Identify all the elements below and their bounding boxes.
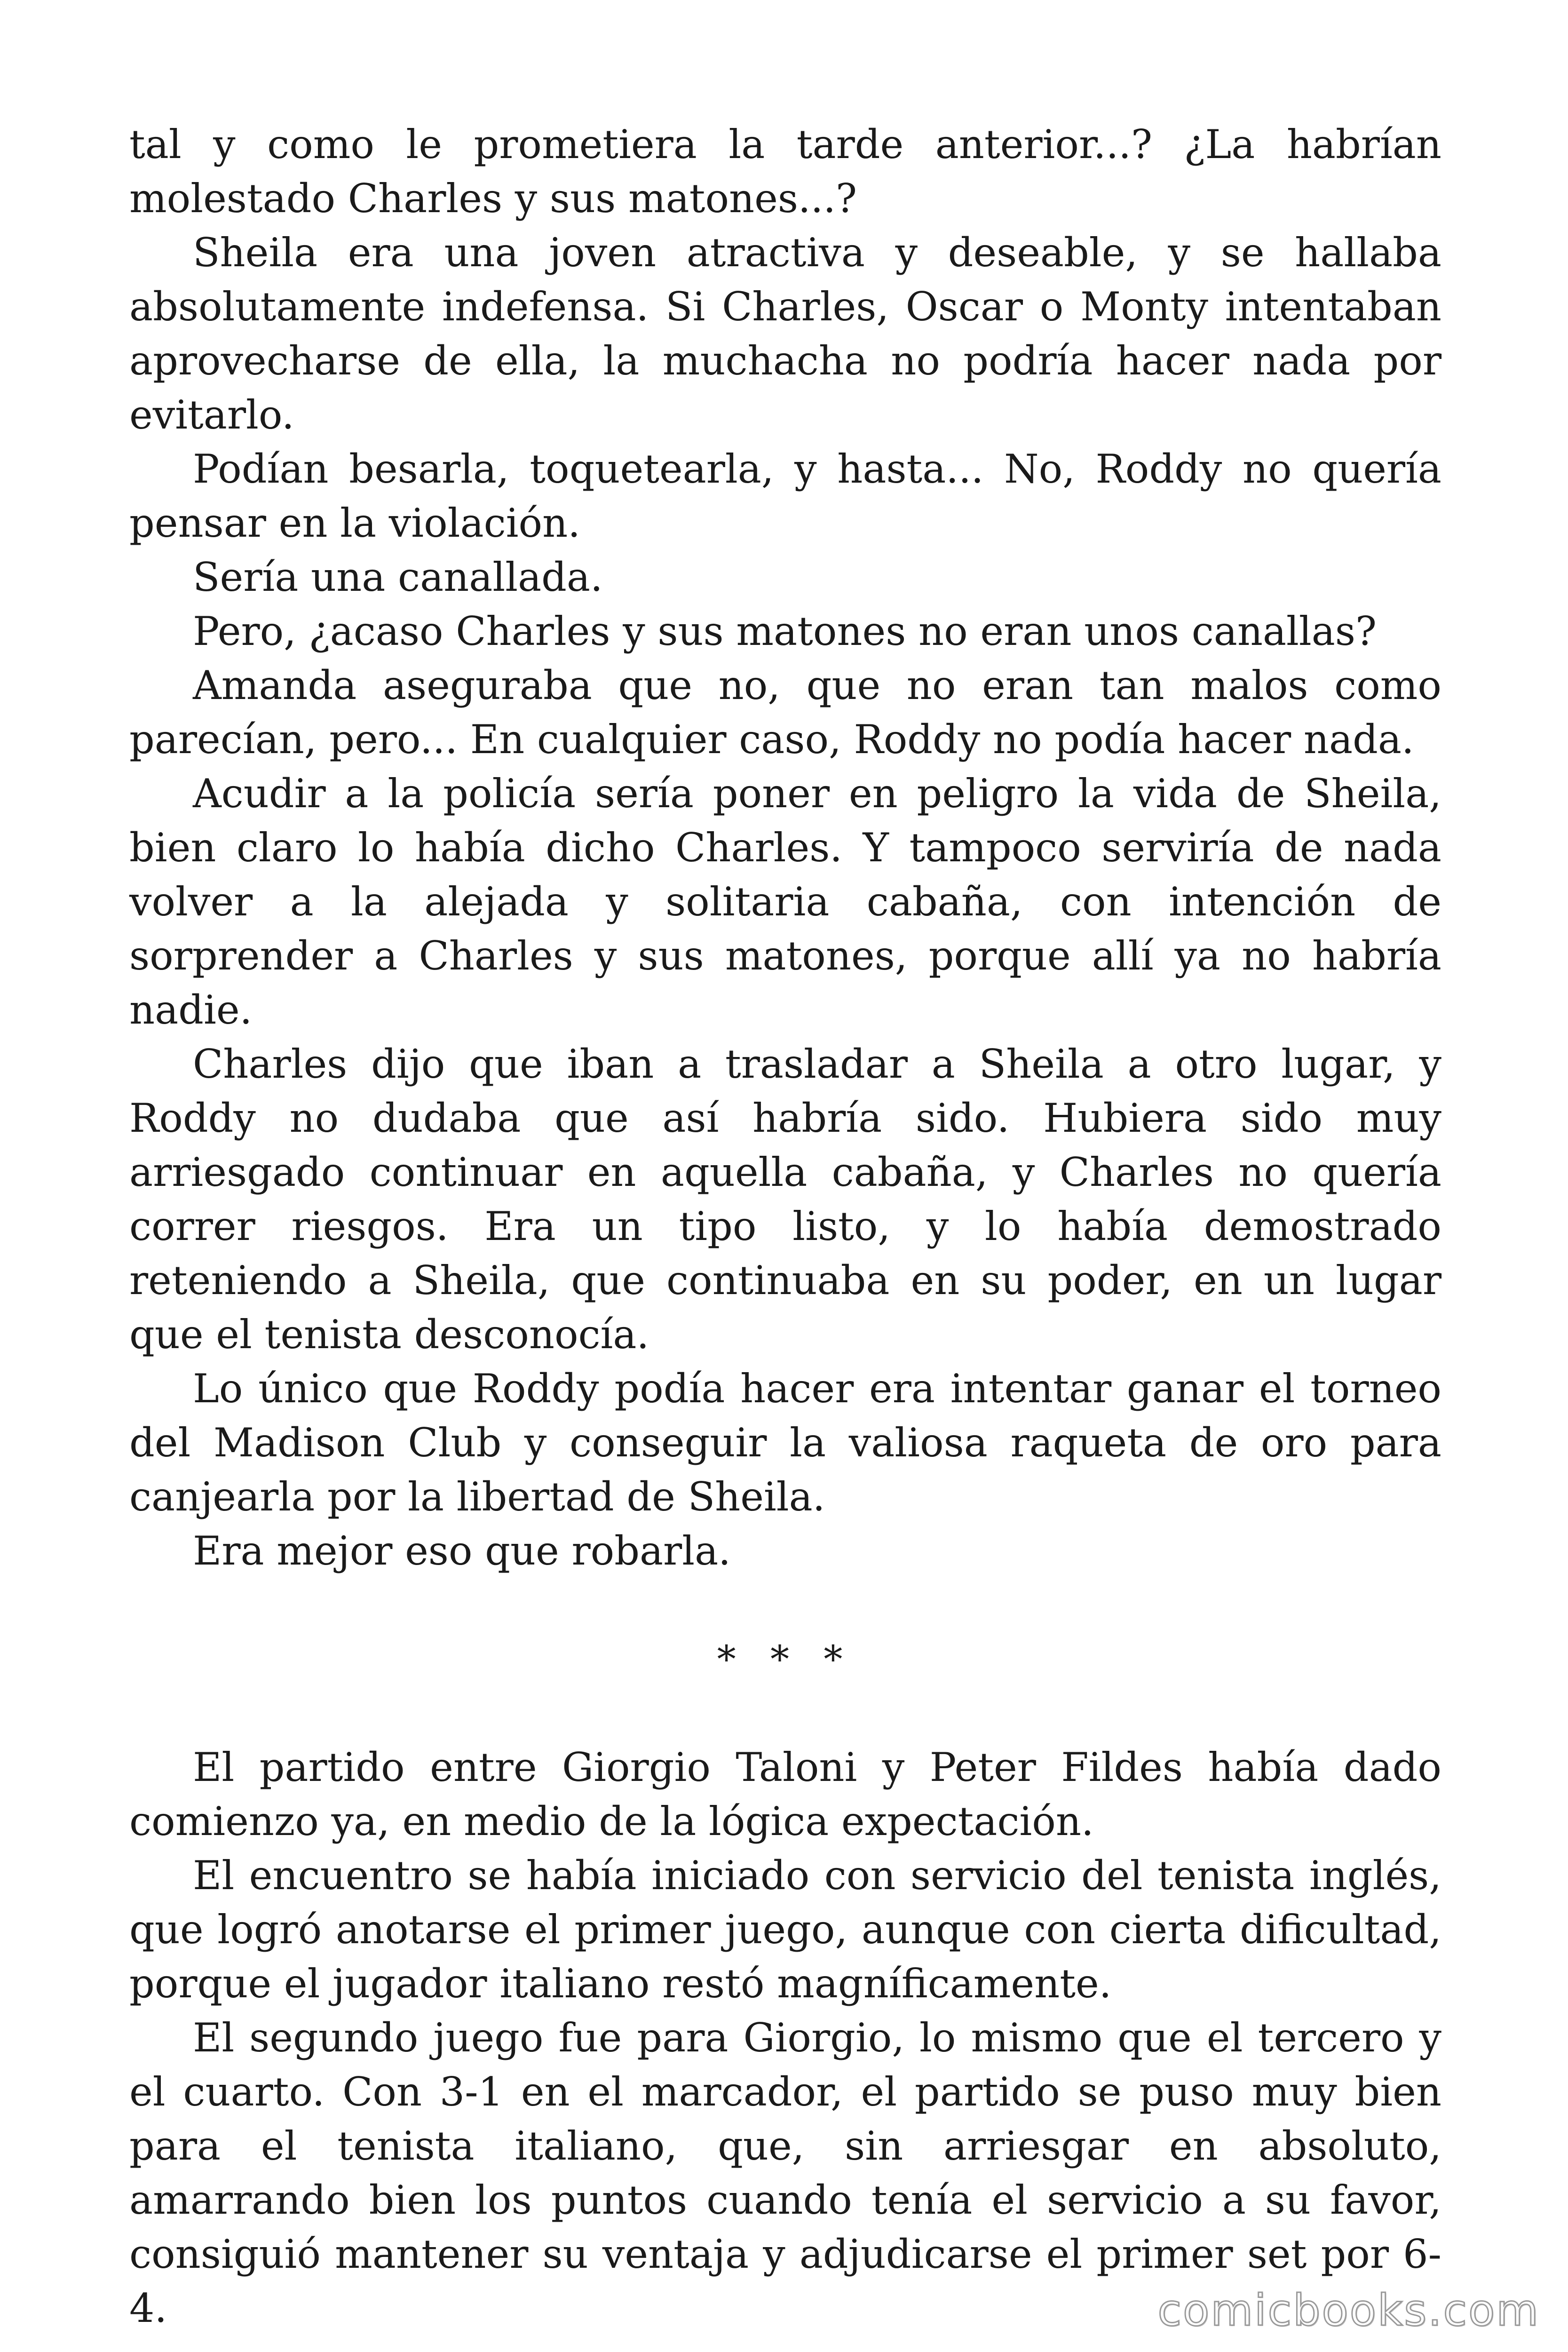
watermark: comicbooks.com (1157, 2285, 1540, 2336)
paragraph: tal y como le prometiera la tarde anterior...? ¿La habrían molestado Charles y sus matones...? (129, 121, 1441, 222)
paragraph: Pero, ¿acaso Charles y sus matones no eran unos canallas? (193, 608, 1377, 654)
paragraph: Sheila era una joven atractiva y deseable, y se hallaba absolutamente indefensa. Si Charles, Oscar o Monty intentaban aprovecharse de ella, la muchacha no podría hacer nada por evitarlo. (129, 230, 1441, 438)
paragraph: Acudir a la policía sería poner en peligro la vida de Sheila, bien claro lo había dicho Charles. Y tampoco serviría de nada volver a la alejada y solitaria cabaña, con intención de sorprender a Charles y sus matones, porque allí ya no habría nadie. (129, 771, 1441, 1033)
paragraph: El segundo juego fue para Giorgio, lo mismo que el tercero y el cuarto. Con 3-1 en el marcador, el partido se puso muy bien para el tenista italiano, que, sin arriesgar en absoluto, amarrando bien los puntos cuando tenía el servicio a su favor, consiguió mantener su ventaja y adjudicarse el primer set por 6-4. (129, 2015, 1441, 2331)
paragraph: Sería una canallada. (193, 554, 603, 600)
book-page (129, 118, 1441, 2336)
scene-separator: * * * (717, 1637, 854, 1681)
paragraph: Charles dijo que iban a trasladar a Sheila a otro lugar, y Roddy no dudaba que así habría sido. Hubiera sido muy arriesgado continuar en aquella cabaña, y Charles no quería correr riesgos. Era un tipo listo, y lo había demostrado reteniendo a Sheila, que continuaba en su poder, en un lugar que el tenista desconocía. (129, 1041, 1441, 1358)
paragraph: Lo único que Roddy podía hacer era intentar ganar el torneo del Madison Club y conseguir la valiosa raqueta de oro para canjearla por la libertad de Sheila. (129, 1366, 1441, 1520)
paragraph: Era mejor eso que robarla. (193, 1528, 731, 1574)
paragraph: Podían besarla, toquetearla, y hasta... No, Roddy no quería pensar en la violación. (129, 446, 1441, 546)
paragraph: El partido entre Giorgio Taloni y Peter Fildes había dado comienzo ya, en medio de la lógica expectación. (129, 1744, 1441, 1844)
paragraph: El encuentro se había iniciado con servicio del tenista inglés, que logró anotarse el primer juego, aunque con cierta dificultad, porque el jugador italiano restó magníficamente. (129, 1852, 1441, 2007)
paragraph: Amanda aseguraba que no, que no eran tan malos como parecían, pero... En cualquier caso, Roddy no podía hacer nada. (129, 662, 1441, 763)
